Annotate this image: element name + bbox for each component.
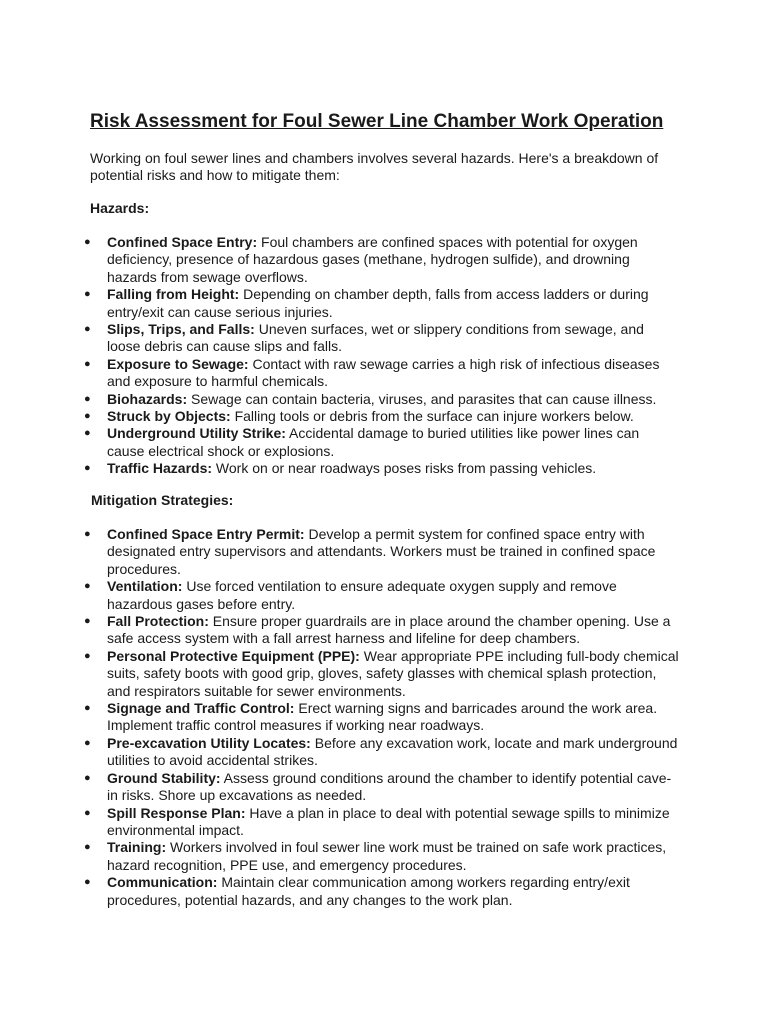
- mitigation-heading: Mitigation Strategies:: [91, 492, 234, 508]
- mitigation-item: [84, 769, 680, 805]
- bullet-icon: ●: [84, 236, 91, 248]
- hazard-item-text: Falling tools or debris from the surface can injure workers below.: [230, 408, 634, 425]
- mitigation-item-term: Pre-excavation Utility Locates:: [107, 734, 311, 751]
- bullet-icon: ●: [84, 841, 91, 854]
- mitigation-item-text: Workers involved in foul sewer line work must be trained on safe work practices, hazard recognition, PPE use, and emergency procedures.: [107, 839, 667, 873]
- mitigation-item-term: Confined Space Entry Permit:: [107, 526, 305, 542]
- bullet-icon: ●: [84, 736, 91, 749]
- page-title: Risk Assessment for Foul Sewer Line Chamber Work Operation: [90, 111, 664, 132]
- bullet-icon: ●: [84, 806, 91, 819]
- mitigation-item-term: Fall Protection:: [107, 613, 209, 630]
- mitigation-item-term: Ground Stability:: [107, 769, 221, 786]
- hazards-list: [84, 234, 680, 478]
- mitigation-item: [84, 613, 680, 648]
- hazard-item: [84, 425, 680, 460]
- mitigation-item: [84, 647, 680, 700]
- mitigation-item-text: Before any excavation work, locate and mark underground utilities to avoid accidental strikes.: [107, 734, 678, 769]
- hazard-item: [84, 408, 680, 425]
- mitigation-item: [84, 734, 680, 770]
- bullet-icon: ●: [84, 615, 91, 628]
- hazard-item-text: Work on or near roadways poses risks from passing vehicles.: [212, 460, 597, 477]
- mitigation-item-text: Ensure proper guardrails are in place around the chamber opening. Use a safe access system with a fall arrest harness and lifeline for deep chambers.: [107, 613, 671, 647]
- hazard-item-term: Confined Space Entry:: [107, 234, 258, 250]
- intro-paragraph: Working on foul sewer lines and chambers involves several hazards. Here's a breakdown of potential risks and how to mitigate them:: [90, 150, 659, 184]
- mitigation-item: [84, 526, 680, 578]
- hazard-item-text: Uneven surfaces, wet or slippery conditions from sewage, and loose debris can cause slips and falls.: [107, 321, 644, 355]
- bullet-icon: ●: [84, 462, 91, 475]
- bullet-icon: ●: [84, 288, 91, 301]
- mitigation-item-text: Wear appropriate PPE including full-body chemical suits, safety boots with good grip, gloves, safety glasses with chemical splash protection, and respirators suitable for sewer environments.: [107, 647, 679, 699]
- hazard-item-term: Slips, Trips, and Falls:: [107, 321, 255, 338]
- mitigation-item-term: Spill Response Plan:: [107, 804, 246, 821]
- hazard-item-term: Underground Utility Strike:: [107, 425, 286, 442]
- mitigation-item: [84, 578, 680, 613]
- mitigation-item: [84, 874, 680, 909]
- mitigation-item-term: Signage and Traffic Control:: [107, 700, 295, 717]
- hazard-item-term: Traffic Hazards:: [107, 460, 213, 477]
- hazard-item-text: Contact with raw sewage carries a high risk of infectious diseases and exposure to harmful chemicals.: [107, 355, 660, 390]
- hazard-item-term: Exposure to Sewage:: [107, 355, 249, 372]
- document-page: [84, 110, 690, 908]
- mitigation-item-text: Erect warning signs and barricades around the work area. Implement traffic control measures if working near roadways.: [107, 700, 658, 734]
- mitigation-item: [84, 804, 680, 840]
- mitigation-item-text: Maintain clear communication among workers regarding entry/exit procedures, potential hazards, and any changes to the work plan.: [107, 874, 630, 908]
- hazard-item: [84, 355, 680, 391]
- hazards-heading: Hazards:: [90, 200, 150, 216]
- mitigation-item-term: Ventilation:: [107, 578, 183, 595]
- mitigation-item: [84, 700, 680, 735]
- hazard-item-term: Biohazards:: [107, 390, 188, 407]
- mitigation-list: [84, 526, 680, 909]
- hazard-item: [84, 390, 680, 408]
- hazard-item: [84, 286, 680, 321]
- bullet-icon: ●: [84, 357, 91, 370]
- hazard-item: [84, 460, 680, 477]
- hazard-item-text: Accidental damage to buried utilities like power lines can cause electrical shock or explosions.: [107, 425, 640, 459]
- hazard-item-term: Falling from Height:: [107, 286, 240, 303]
- mitigation-item-term: Training:: [107, 839, 167, 856]
- mitigation-item-text: Assess ground conditions around the chamber to identify potential cave-in risks. Shore up excavations as needed.: [107, 769, 672, 804]
- hazard-item-term: Struck by Objects:: [107, 408, 231, 425]
- mitigation-item-term: Personal Protective Equipment (PPE):: [107, 647, 360, 664]
- hazard-item-text: Depending on chamber depth, falls from access ladders or during entry/exit can cause serious injuries.: [107, 286, 649, 320]
- hazard-item-text: Foul chambers are confined spaces with potential for oxygen deficiency, presence of hazardous gases (methane, hydrogen sulfide), and drowning hazards from sewage overflows.: [107, 234, 638, 285]
- mitigation-item-text: Use forced ventilation to ensure adequate oxygen supply and remove hazardous gases before entry.: [107, 578, 617, 612]
- bullet-icon: ●: [84, 427, 91, 440]
- bullet-icon: ●: [84, 702, 91, 715]
- hazard-item-text: Sewage can contain bacteria, viruses, and parasites that can cause illness.: [187, 390, 657, 407]
- bullet-icon: ●: [84, 649, 91, 662]
- bullet-icon: ●: [84, 410, 91, 423]
- bullet-icon: ●: [84, 392, 91, 405]
- bullet-icon: ●: [84, 771, 91, 784]
- bullet-icon: ●: [84, 876, 91, 889]
- mitigation-item: [84, 839, 680, 874]
- bullet-icon: ●: [84, 323, 91, 336]
- bullet-icon: ●: [84, 528, 91, 540]
- mitigation-item-text: Have a plan in place to deal with potential sewage spills to minimize environmental impact.: [107, 804, 670, 838]
- mitigation-item-text: Develop a permit system for confined space entry with designated entry supervisors and attendants. Workers must be trained in confined space procedures.: [107, 526, 656, 577]
- hazard-item: [84, 234, 680, 286]
- hazard-item: [84, 321, 680, 356]
- mitigation-item-term: Communication:: [107, 874, 218, 891]
- bullet-icon: ●: [84, 580, 91, 593]
